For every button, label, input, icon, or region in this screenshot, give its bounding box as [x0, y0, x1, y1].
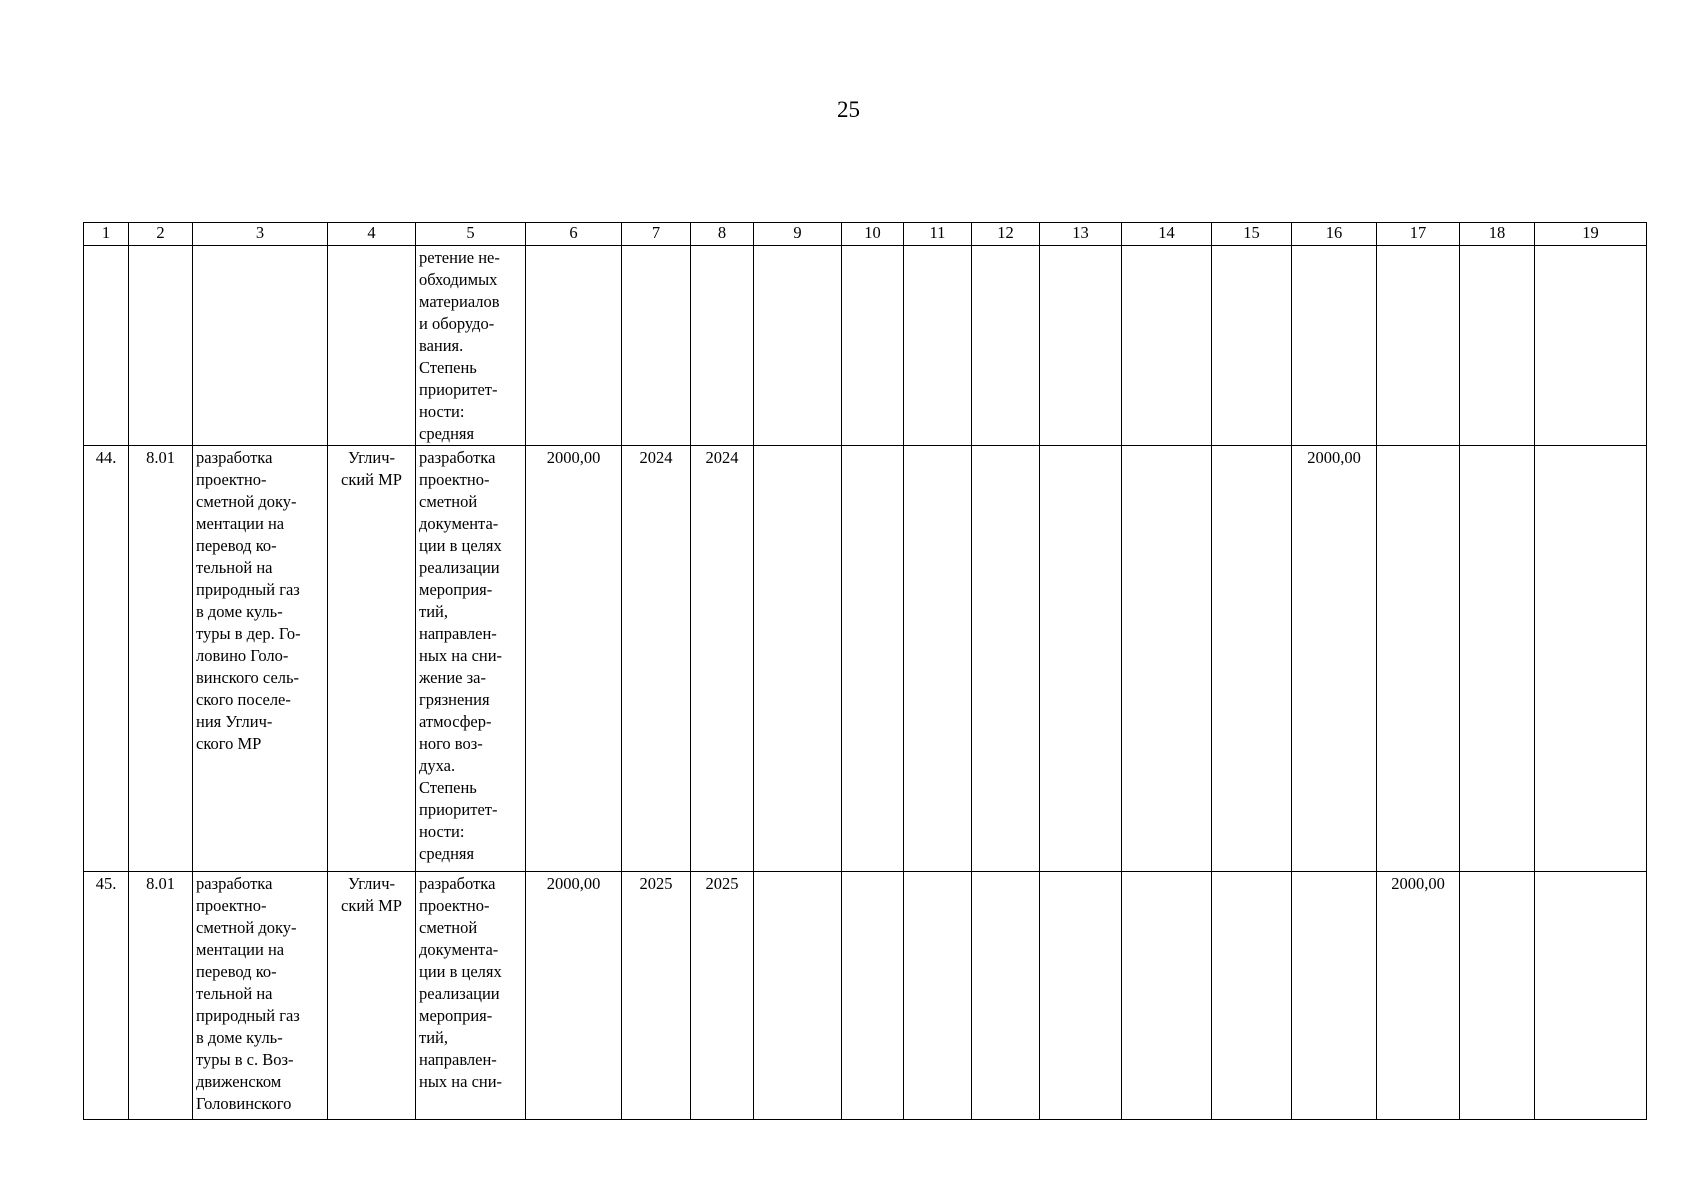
table-cell [1040, 246, 1122, 446]
table-cell [904, 246, 972, 446]
column-header: 4 [328, 223, 416, 246]
table-cell [84, 246, 129, 446]
table-cell [1212, 872, 1292, 1120]
table-cell: разработка проектно- сметной доку- ментации на перевод ко- тельной на природный газ в доме куль- туры в с. Воз- движенском Головинского [193, 872, 328, 1120]
column-header: 14 [1122, 223, 1212, 246]
table-cell: 2000,00 [526, 872, 622, 1120]
table-cell: 8.01 [129, 872, 193, 1120]
table-cell: 2000,00 [526, 446, 622, 872]
column-header: 7 [622, 223, 691, 246]
table-cell: 2025 [622, 872, 691, 1120]
table-cell: Углич- ский МР [328, 872, 416, 1120]
table-cell [904, 446, 972, 872]
table-cell [972, 872, 1040, 1120]
column-header: 17 [1377, 223, 1460, 246]
table-cell [622, 246, 691, 446]
table-cell [1460, 872, 1535, 1120]
table-cell [1377, 246, 1460, 446]
table-cell [1122, 446, 1212, 872]
table-cell: 45. [84, 872, 129, 1120]
table-cell [691, 246, 754, 446]
table-cell: 2000,00 [1377, 872, 1460, 1120]
table-cell [328, 246, 416, 446]
column-header: 2 [129, 223, 193, 246]
table-cell [972, 246, 1040, 446]
table-cell [842, 246, 904, 446]
table-cell [526, 246, 622, 446]
column-number-row [84, 223, 1647, 246]
table-cell [1535, 872, 1647, 1120]
column-header: 5 [416, 223, 526, 246]
table-cell: 44. [84, 446, 129, 872]
table-cell [1292, 246, 1377, 446]
table-cell [1040, 446, 1122, 872]
table-cell: ретение не- обходимых материалов и оборудо- вания. Степень приоритет- ности: средняя [416, 246, 526, 446]
table-cell: 2024 [622, 446, 691, 872]
table-cell [1040, 872, 1122, 1120]
table-cell [1460, 246, 1535, 446]
table-row [84, 246, 1647, 446]
column-header: 15 [1212, 223, 1292, 246]
table-cell [972, 446, 1040, 872]
column-header: 6 [526, 223, 622, 246]
column-header: 11 [904, 223, 972, 246]
column-header: 16 [1292, 223, 1377, 246]
table-row [84, 872, 1647, 1120]
table-cell: 2000,00 [1292, 446, 1377, 872]
table-cell [1122, 246, 1212, 446]
data-table [83, 222, 1647, 1120]
page-number: 25 [837, 97, 860, 122]
column-header: 12 [972, 223, 1040, 246]
table-cell [754, 246, 842, 446]
table-cell [754, 872, 842, 1120]
table-cell: разработка проектно- сметной документа- ции в целях реализации мероприя- тий, направлен- ных на сни- [416, 872, 526, 1120]
table-cell: 8.01 [129, 446, 193, 872]
column-header: 1 [84, 223, 129, 246]
column-header: 13 [1040, 223, 1122, 246]
table-cell: разработка проектно- сметной документа- ции в целях реализации мероприя- тий, направлен- ных на сни- жение за- грязнения атмосфер- ного воз- духа. Степень приоритет- ности: средняя [416, 446, 526, 872]
table-cell: разработка проектно- сметной доку- ментации на перевод ко- тельной на природный газ в доме куль- туры в дер. Го- ловино Голо- винского сель- ского поселе- ния Углич- ского МР [193, 446, 328, 872]
column-header: 9 [754, 223, 842, 246]
table-cell [842, 872, 904, 1120]
table-cell [1460, 446, 1535, 872]
table-cell [1535, 446, 1647, 872]
column-header: 19 [1535, 223, 1647, 246]
table-cell [1212, 446, 1292, 872]
column-header: 8 [691, 223, 754, 246]
table-cell [842, 446, 904, 872]
table-cell [1292, 872, 1377, 1120]
table-cell [129, 246, 193, 446]
table-cell [1377, 446, 1460, 872]
column-header: 18 [1460, 223, 1535, 246]
column-header: 3 [193, 223, 328, 246]
table-cell [1535, 246, 1647, 446]
table-cell [754, 446, 842, 872]
table-cell [904, 872, 972, 1120]
table-cell [1212, 246, 1292, 446]
table-cell [1122, 872, 1212, 1120]
column-header: 10 [842, 223, 904, 246]
table-cell: Углич- ский МР [328, 446, 416, 872]
table-cell: 2025 [691, 872, 754, 1120]
table-row [84, 446, 1647, 872]
table-cell: 2024 [691, 446, 754, 872]
table-cell [193, 246, 328, 446]
